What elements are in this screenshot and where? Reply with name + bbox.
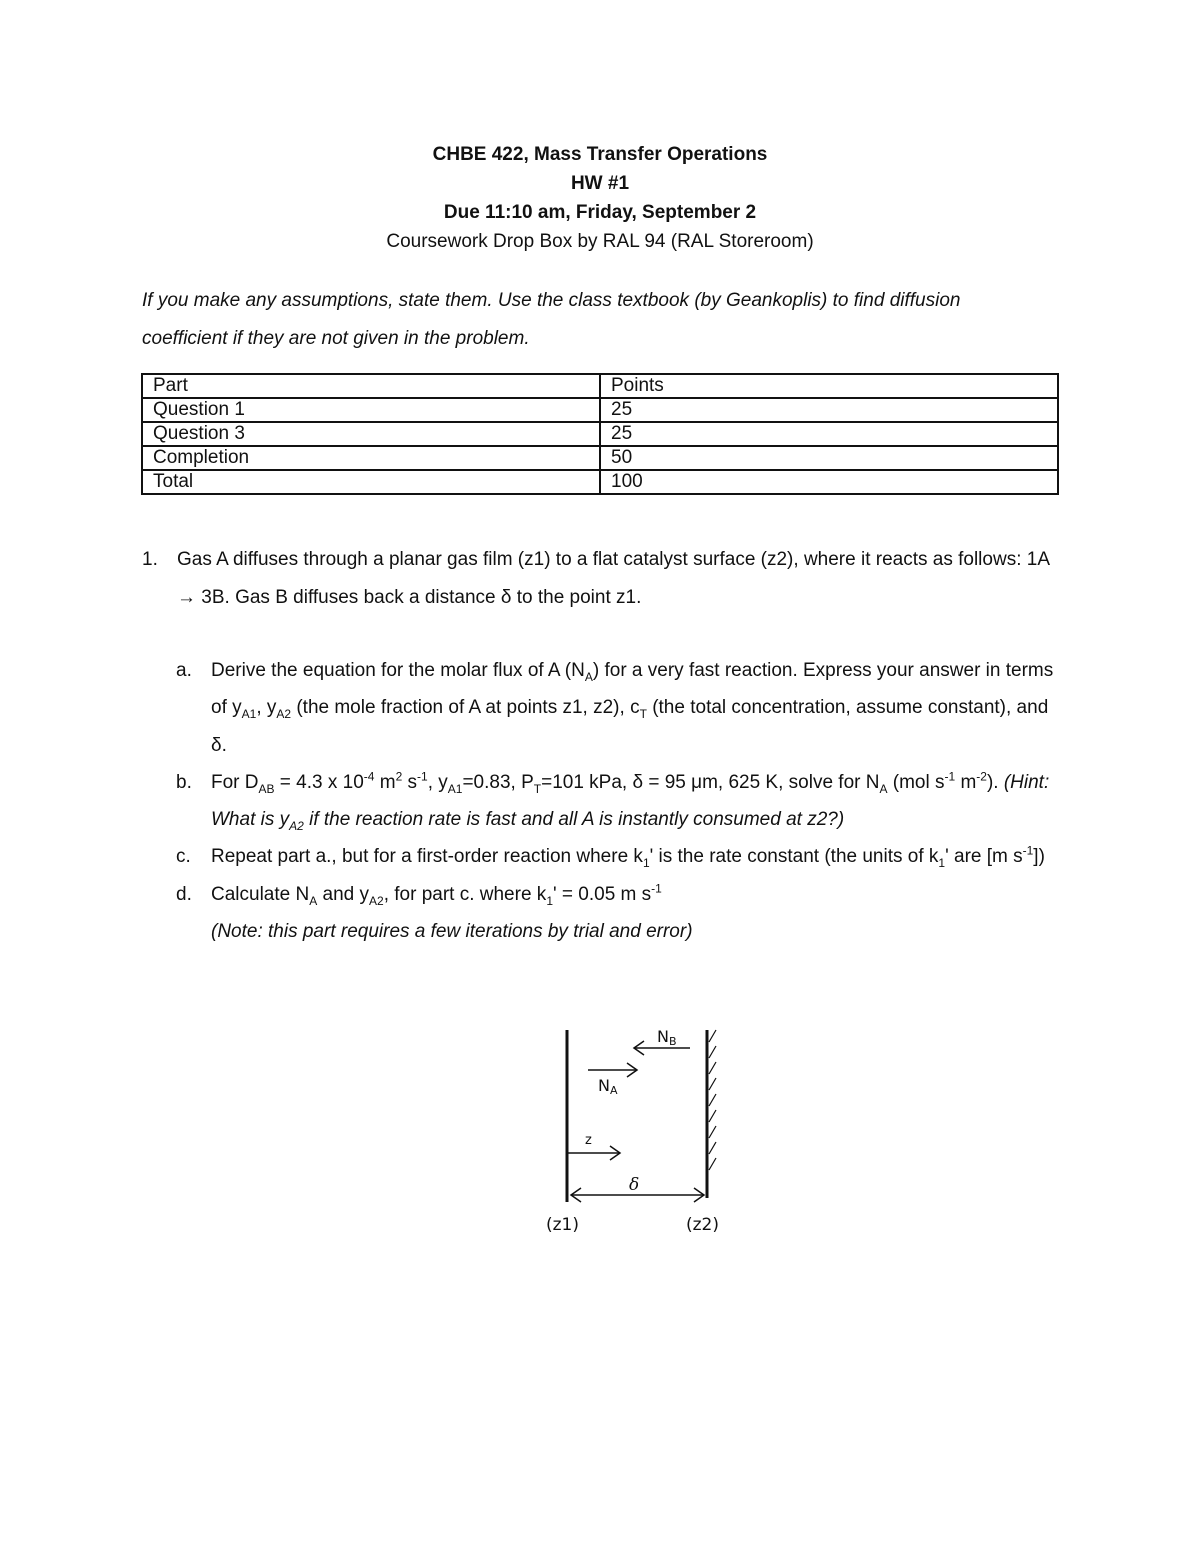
delta-label: δ <box>629 1175 640 1195</box>
table-row <box>142 398 1058 422</box>
part-c-label: c. <box>176 846 191 868</box>
header <box>0 140 1200 256</box>
na-arrow <box>588 1063 637 1077</box>
z1-label: (z1) <box>546 1215 580 1235</box>
part-d-label: d. <box>176 883 192 905</box>
part-a <box>176 652 1066 764</box>
table-row <box>142 422 1058 446</box>
table-cell-points: 25 <box>600 422 1058 446</box>
question-text: Gas A diffuses through a planar gas film (z1) to a flat catalyst surface (z2), where it reacts as follows: 1A → 3B. Gas B diffuses back a distance δ to the point z1. <box>177 549 1049 608</box>
instructions: If you make any assumptions, state them. Use the class textbook (by Geankoplis) to find diffusion coefficient if they are not given in the problem. <box>142 290 961 349</box>
table-cell-part: Completion <box>142 446 600 470</box>
question-number: 1. <box>142 549 158 570</box>
table-cell-points: 25 <box>600 398 1058 422</box>
part-d <box>176 876 1066 951</box>
diffusion-diagram <box>530 1020 770 1250</box>
table-header-row <box>142 374 1058 398</box>
table-header-part: Part <box>142 374 600 398</box>
part-a-text: Derive the equation for the molar flux of A $(N_A)$ for a very fast reaction. Express your answer in terms of $y_{A1}$, $y_{A2}$ (the mole fraction of A at points z1, z2), $c_T$ (the total concentration, assume constant), and δ. <box>211 660 1054 756</box>
nb-label: NB <box>657 1027 677 1048</box>
table-cell-part: Question 1 <box>142 398 600 422</box>
points-table <box>141 373 1059 495</box>
diagram-svg <box>530 1020 770 1250</box>
question-1-parts <box>176 652 1066 950</box>
course-title: CHBE 422, Mass Transfer Operations <box>432 144 768 165</box>
z2-label: (z2) <box>686 1215 720 1235</box>
dropbox-location: Coursework Drop Box by RAL 94 (RAL Storeroom) <box>386 231 814 252</box>
part-d-text: Calculate $N_A$ and $y_{A2}$, for part c. where $k_1' = 0.05$ m $s^{-1}$ (Note: this part requires a few iterations by trial and error) <box>211 881 693 943</box>
table-cell-points: 100 <box>600 470 1058 494</box>
table-cell-points: 50 <box>600 446 1058 470</box>
hw-title: HW #1 <box>570 173 630 194</box>
table-cell-part: Question 3 <box>142 422 600 446</box>
table-row <box>142 470 1058 494</box>
z-arrow <box>568 1146 620 1160</box>
na-label: NA <box>598 1076 618 1097</box>
z-label: z <box>585 1133 592 1148</box>
table-row <box>142 446 1058 470</box>
wall-hatching <box>709 1030 716 1170</box>
due-date: Due 11:10 am, Friday, September 2 <box>443 202 757 223</box>
part-b-text: For $D_{AB} = 4.3$ x $10^{-4}$ $m^2$ $s^{-1}$, $y_{A1}=0.83$, $P_T=101$ kPa, δ = 95 μm, 625 K, solve for $N_A$ (mol $s^{-1}$ $m^{-2}$). (Hint: What is $y_{A2}$ if the reaction rate is fast and all A is instantly consumed at z2?) <box>211 769 1050 833</box>
part-a-label: a. <box>176 660 192 681</box>
part-c-text: Repeat part a., but for a first-order reaction where $k_1'$ is the rate constant (the units of $k_1'$ are [m $s^{-1}$]) <box>211 844 1045 871</box>
table-header-points: Points <box>600 374 1058 398</box>
table-cell-part: Total <box>142 470 600 494</box>
part-c <box>176 838 1066 875</box>
part-b-label: b. <box>176 771 192 793</box>
part-b <box>176 764 1066 839</box>
